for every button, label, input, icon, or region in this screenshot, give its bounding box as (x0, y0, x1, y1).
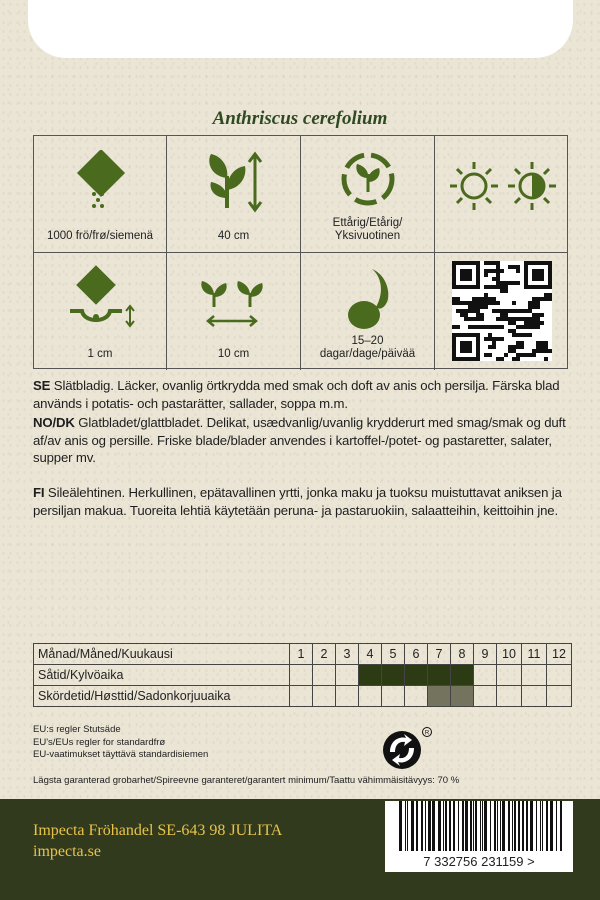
sowing-month-12 (547, 665, 572, 686)
month-6: 6 (405, 644, 428, 665)
sowing-month-1 (290, 665, 313, 686)
height-label: 40 cm (217, 230, 250, 242)
icon-cell-depth (34, 253, 167, 370)
eu-rule-no-dk: EU's/EUs regler for standardfrø (33, 736, 166, 748)
company-website[interactable]: impecta.se (33, 843, 101, 860)
month-10: 10 (497, 644, 522, 665)
month-2: 2 (313, 644, 336, 665)
harvest-month-8 (451, 686, 474, 707)
seeds-icon (70, 150, 130, 220)
month-12: 12 (547, 644, 572, 665)
calendar-header-row (34, 644, 572, 665)
harvest-month-7 (428, 686, 451, 707)
sun-partial-shade-icon (442, 156, 562, 216)
company-address: Impecta Fröhandel SE-643 98 JULITA (33, 822, 283, 839)
eu-rules (33, 724, 208, 762)
icon-cell-seeds (34, 136, 167, 253)
month-1: 1 (290, 644, 313, 665)
sowing-depth-icon (60, 263, 140, 333)
icon-cell-sun (435, 136, 568, 253)
sowing-month-9 (474, 665, 497, 686)
icon-cell-spacing (167, 253, 301, 370)
annual-icon (335, 146, 401, 212)
sowing-calendar (33, 643, 572, 707)
icon-cell-annual (301, 136, 435, 253)
harvest-month-1 (290, 686, 313, 707)
species-name: Anthriscus cerefolium (212, 108, 388, 129)
icon-cell-height (167, 136, 301, 253)
spacing-label: 10 cm (217, 348, 250, 360)
icon-cell-germination (301, 253, 435, 370)
sowing-month-6 (405, 665, 428, 686)
month-5: 5 (382, 644, 405, 665)
harvest-month-4 (359, 686, 382, 707)
harvest-row-label: Skördetid/Høsttid/Sadonkorjuuaika (34, 686, 290, 707)
harvest-month-5 (382, 686, 405, 707)
harvest-month-12 (547, 686, 572, 707)
height-icon (199, 148, 269, 218)
sowing-row-label: Såtid/Kylvöaika (34, 665, 290, 686)
lang-code-no-dk: NO/DK (33, 415, 75, 430)
description-no-dk (33, 414, 568, 467)
harvest-month-2 (313, 686, 336, 707)
harvest-month-9 (474, 686, 497, 707)
lang-code-se: SE (33, 378, 51, 393)
lang-code-fi: FI (33, 485, 45, 500)
month-9: 9 (474, 644, 497, 665)
eu-rule-se: EU:s regler Stutsäde (33, 724, 121, 735)
green-dot-recycling-icon (380, 726, 436, 772)
sowing-month-8 (451, 665, 474, 686)
plant-spacing-icon (194, 267, 274, 337)
annual-label: Ettårig/Etårig/ Yksivuotinen (332, 217, 403, 242)
sowing-row (34, 665, 572, 686)
sowing-month-7 (428, 665, 451, 686)
hang-hole (28, 0, 573, 58)
sowing-month-11 (522, 665, 547, 686)
barcode-number: 7 332756 231159 > (385, 852, 573, 872)
description-fi (33, 484, 568, 519)
month-4: 4 (359, 644, 382, 665)
description-se-text: Slätbladig. Läcker, ovanlig örtkrydda med smak och doft av anis och persilja. Färska blad används i potatis- och pastarätter, sallader, soppa m.m. (33, 378, 560, 411)
month-8: 8 (451, 644, 474, 665)
harvest-month-10 (497, 686, 522, 707)
harvest-row (34, 686, 572, 707)
calendar-header: Månad/Måned/Kuukausi (34, 644, 290, 665)
qr-code-icon[interactable] (452, 261, 552, 361)
icon-grid (33, 135, 568, 369)
germination-icon (338, 263, 398, 333)
seed-count-label: 1000 frö/frø/siemenä (46, 230, 154, 242)
sowing-month-3 (336, 665, 359, 686)
description-fi-text: Sileälehtinen. Herkullinen, epätavallinen yrtti, jonka maku ja tuoksu muistuttavat aniksen ja persiljan makua. Tuoreita lehtiä käytetään peruna- ja pastaruokiin, salaatteihin, keittoihin jne. (33, 485, 562, 518)
month-7: 7 (428, 644, 451, 665)
description-se (33, 377, 568, 412)
eu-rule-fi: EU-vaatimukset täyttävä standardisiemen (33, 749, 209, 760)
harvest-month-11 (522, 686, 547, 707)
sowing-month-2 (313, 665, 336, 686)
sowing-month-10 (497, 665, 522, 686)
germination-label: 15–20 dagar/dage/päivää (319, 335, 416, 360)
depth-label: 1 cm (87, 348, 113, 360)
description-no-dk-text: Glatbladet/glattbladet. Delikat, usædvanlig/uvanlig krydderurt med smag/smak og duft af/av anis og persille. Friske blade/blader anvendes i kartoffel-/potet- og pastaretter, salater, supper mv. (33, 415, 566, 465)
svg-text:R: R (424, 730, 430, 737)
germination-guarantee: Lägsta garanterad grobarhet/Spireevne garanteret/garantert minimum/Taattu vähimmäisitävyys: 70 % (33, 775, 460, 786)
sowing-month-5 (382, 665, 405, 686)
month-11: 11 (522, 644, 547, 665)
harvest-month-6 (405, 686, 428, 707)
icon-cell-qr (435, 253, 568, 370)
month-3: 3 (336, 644, 359, 665)
harvest-month-3 (336, 686, 359, 707)
sowing-month-4 (359, 665, 382, 686)
